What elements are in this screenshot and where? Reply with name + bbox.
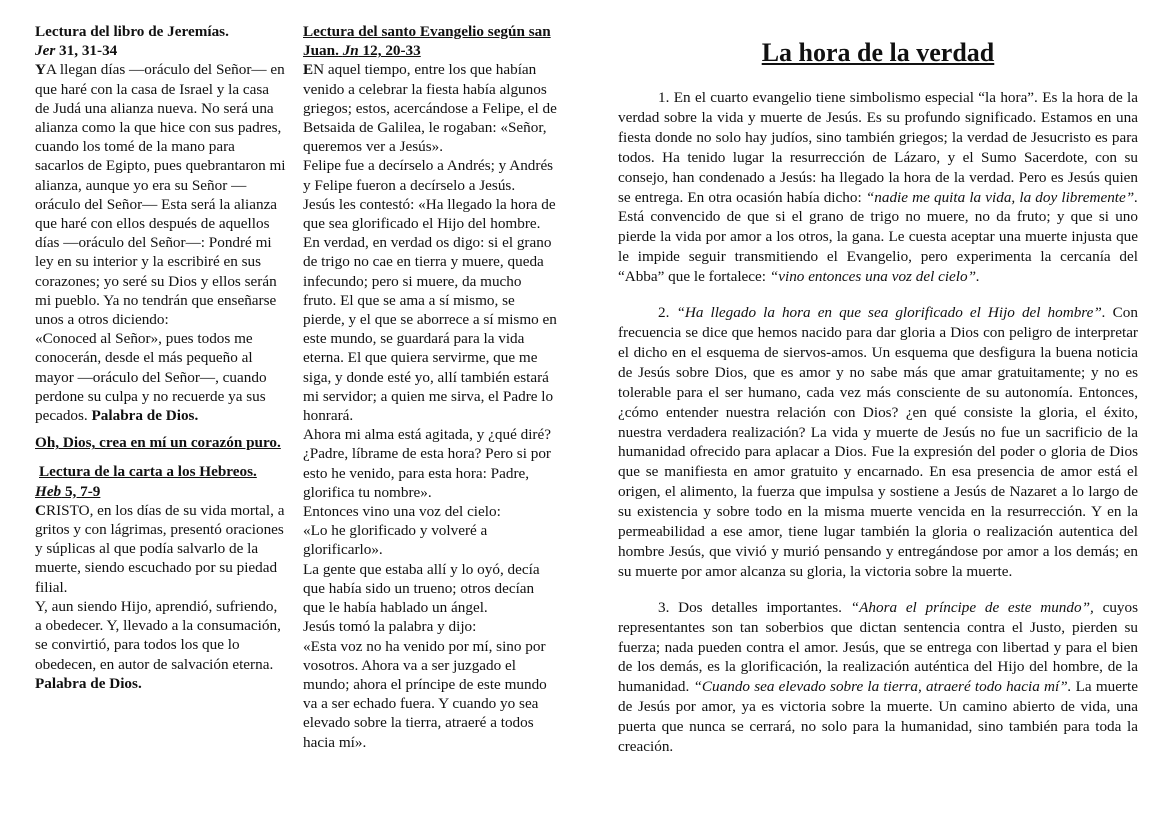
commentary-paragraph-3	[618, 598, 1138, 757]
commentary-paragraph-2	[618, 303, 1138, 582]
column-gospel	[303, 22, 558, 752]
reading2-title-text: Lectura de la carta a los Hebreos.	[39, 463, 257, 481]
gospel-paragraph: Felipe fue a decírselo a Andrés; y Andrés y Felipe fueron a decírselo a Jesús.	[303, 157, 554, 194]
commentary-quote: “Ahora el príncipe de este mundo”,	[850, 598, 1094, 616]
reading1-ref-rest: 31, 31-34	[55, 42, 118, 60]
gospel-title-text: Lectura del santo Evangelio según san Juan.	[303, 23, 551, 60]
gospel-title	[303, 22, 558, 60]
gospel-ref-rest: 12, 20-33	[358, 42, 421, 60]
gospel-initial: E	[303, 61, 314, 79]
reading2-text2: Y, aun siendo Hijo, aprendió, sufriendo, a obedecer. Y, llevado a la consumación, se convirtió, para todos los que lo obedecen, en autor de salvación eterna.	[35, 597, 281, 673]
gospel-paragraph: Ahora mi alma está agitada, y ¿qué diré? ¿Padre, líbrame de esta hora? Pero si por esto he venido, para esta hora: Padre, glorifica tu nombre».	[303, 426, 551, 501]
commentary-text: 1. En el cuarto evangelio tiene simbolismo especial “la hora”. Es la hora de la verdad sobre la vida y muerte de Jesús. Es su profundo significado. Estamos en una fiesta donde no solo hay judíos, sino también griegos; la verdad de Jesucristo es para todos. Ha tenido lugar la resurrección de Lázaro, y el Sumo Sacerdote, con su consejo, han condenado a Jesús: ha llegado la hora de la verdad. Pero es Jesús quien se entrega. En otra ocasión había dicho:	[618, 89, 1138, 206]
reading1-closing: Palabra de Dios.	[91, 407, 199, 425]
reading1-text: A llegan días —oráculo del Señor— en que haré con la casa de Israel y la casa de Judá una alianza nueva. No será una alianza como la que hice con sus padres, cuando los tomé de la mano para sacarlos de Egipto, pues quebrantaron mi alianza, aunque yo era su Señor —oráculo del Señor— Esta será la alianza que haré con ellos después de aquellos días —oráculo del Señor—: Pondré mi ley en su interior y la escribiré en sus corazones; yo seré su Dios y ellos serán mi pueblo. Ya no tendrán que enseñarse unos a otros diciendo:	[35, 61, 286, 329]
psalm-response: Oh, Dios, crea en mí un corazón puro.	[35, 434, 281, 452]
commentary-paragraph-1	[618, 88, 1138, 287]
reading2-closing: Palabra de Dios.	[35, 674, 142, 692]
gospel-paragraph	[303, 60, 558, 156]
commentary-text: La muerte de Jesús por amor, ya es victoria sobre la muerte. Un camino abierto de vida, una puerta que nunca se cerrará, no solo para la humanidad, sino también para toda la creación.	[618, 678, 1138, 756]
column-readings	[35, 22, 287, 693]
commentary-quote: “nadie me quita la vida, la doy libremente”.	[865, 188, 1138, 206]
reading2-ref-book: Heb	[35, 482, 62, 500]
reading2-initial: C	[35, 501, 46, 519]
reading1-title-text: Lectura del libro de Jeremías.	[35, 23, 229, 40]
gospel-paragraph: La gente que estaba allí y lo oyó, decía que había sido un trueno; otros decían que le había hablado un ángel.	[303, 560, 540, 617]
reading1-body	[35, 60, 287, 425]
reading2-text: RISTO, en los días de su vida mortal, a gritos y con lágrimas, presentó oraciones y súplicas al que podía salvarlo de la muerte, siendo escuchado por su piedad filial.	[35, 501, 285, 596]
reading2-body	[35, 501, 287, 693]
commentary-quote: “Ha llegado la hora en que sea glorificado el Hijo del hombre”.	[676, 304, 1106, 322]
gospel-paragraph: Entonces vino una voz del cielo:	[303, 503, 501, 521]
commentary-text: 3. Dos detalles importantes.	[658, 598, 851, 616]
reading1-title	[35, 22, 287, 60]
reading2-ref-rest: 5, 7-9	[61, 482, 101, 500]
commentary-text: cuyos representantes son tan soberbios que dictan sentencia contra el Justo, pierden su fuerza; nada pueden contra el amor. Jesús, que se entrega con libertad y para el bien de los demás, es la glorificación, la realización auténtica del Hijo del hombre, de la humanidad.	[618, 598, 1139, 696]
commentary-text: Con frecuencia se dice que hemos nacido para dar gloria a Dios con peligro de interpretar el dicho en el esquema de siervos-amos. Un esquema que desfigura la buena noticia de Jesús sobre Dios, que es amor y no sabe más que amar gratuitamente; y no es tolerable para el ser humano, cada vez más consciente de su autonomía. Entonces, ¿cómo entender nuestra relación con Dios? ¿en qué consiste la gloria, el éxito, nuestra verdadera realización? La vida y muerte de Jesús no fue un sacrificio de la humanidad ofrecido para aplacar a Dios. Fue la expresión del poder o gloria de Dios que se manifiesta en amor gratuito y encarnado. En esa presencia de amor está el origen, el alimento, la fuerza que impulsa y sostiene a Jesús de Nazaret a lo largo de su existencia y sobre todo en la misma muerte vencida en la resurrección. Y en la permeabilidad a ese amor, tiene lugar también la gloria o realización autentica del hombre Jesús, que vivió y murió pensando y entregándose por amor a los demás; en su muerte por amor alcanza su gloria, la victoria sobre la muerte.	[618, 304, 1138, 580]
commentary-quote: “Cuando sea elevado sobre la tierra, atraeré todo hacia mí”.	[693, 678, 1072, 696]
reading1-initial: Y	[35, 61, 46, 79]
reading2-title	[35, 462, 287, 500]
column-commentary	[618, 38, 1138, 773]
gospel-paragraph: «Lo he glorificado y volveré a glorificarlo».	[303, 522, 488, 559]
commentary-text: 2.	[658, 304, 677, 322]
gospel-paragraph: Jesús les contestó: «Ha llegado la hora de que sea glorificado el Hijo del hombre. En verdad, en verdad os digo: si el grano de trigo no cae en tierra y muere, queda infecundo; pero si muere, da mucho fruto. El que se ama a sí mismo, se pierde, y el que se aborrece a sí mismo en este mundo, se guardará para la vida eterna. El que quiera servirme, que me siga, y donde esté yo, allí también estará mi servidor; a quien me sirva, el Padre lo honrará.	[303, 195, 557, 425]
gospel-paragraph: Jesús tomó la palabra y dijo:	[303, 618, 477, 636]
reading1-text2: «Conoced al Señor», pues todos me conocerán, desde el más pequeño al mayor —oráculo del Señor—, cuando perdone su culpa y no recuerde ya sus pecados.	[35, 330, 267, 425]
reading1-ref-book: Jer	[35, 42, 56, 60]
gospel-ref-book: Jn	[342, 42, 359, 60]
commentary-title: La hora de la verdad	[761, 38, 995, 67]
gospel-text: N aquel tiempo, entre los que habían venido a celebrar la fiesta había algunos griegos; estos, acercándose a Felipe, el de Betsaida de Galilea, le rogaban: «Señor, queremos ver a Jesús».	[303, 61, 557, 156]
commentary-quote: “vino entonces una voz del cielo”.	[769, 268, 980, 286]
commentary-text: Está convencido de que si el grano de trigo no muere, no da fruto; y que si uno pierde la vida por amor a los otros, la gana. Le cuesta aceptar una muerte injusta que le impide seguir transmitiendo el Evangelio, pero experimenta la cercanía del “Abba” que le fortalece:	[618, 208, 1138, 286]
gospel-paragraph: «Esta voz no ha venido por mí, sino por vosotros. Ahora va a ser juzgado el mundo; ahora el príncipe de este mundo va a ser echado fuera. Y cuando yo sea elevado sobre la tierra, atraeré a todos hacia mí».	[303, 637, 547, 751]
